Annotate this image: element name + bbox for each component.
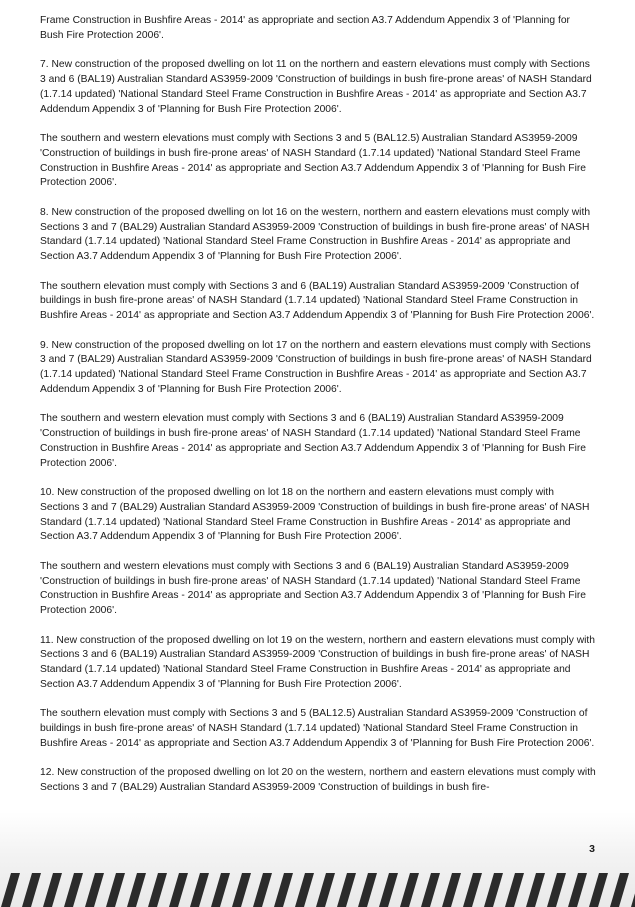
decorative-stripe-band xyxy=(0,867,635,907)
stripe-mark xyxy=(526,873,545,907)
page-footer xyxy=(0,812,635,907)
stripe-mark xyxy=(1,873,20,907)
stripe-mark xyxy=(148,873,167,907)
stripe-mark xyxy=(169,873,188,907)
stripe-mark xyxy=(610,873,629,907)
stripe-mark xyxy=(232,873,251,907)
stripe-mark xyxy=(589,873,608,907)
stripe-mark xyxy=(442,873,461,907)
stripe-mark xyxy=(106,873,125,907)
page-number: 3 xyxy=(589,843,595,855)
stripe-mark xyxy=(316,873,335,907)
stripe-mark xyxy=(505,873,524,907)
stripe-mark xyxy=(22,873,41,907)
paragraph-condition-11: 11. New construction of the proposed dwelling on lot 19 on the western, northern and eastern elevations must comply with Sections 3 and 6 (BAL19) Australian Standard AS3959-2009 'Construction of buildings in bush fire-prone areas' of NASH Standard (1.7.14 updated) 'National Standard Steel Frame Construction in Bushfire Areas - 2014' as appropriate and Section A3.7 Addendum Appendix 3 of 'Planning for Bush Fire Protection 2006'. xyxy=(40,634,596,691)
paragraph-continuation: Frame Construction in Bushfire Areas - 2014' as appropriate and section A3.7 Addendum Appendix 3 of 'Planning for Bush Fire Protection 2006'. xyxy=(40,15,570,41)
stripe-mark xyxy=(43,873,62,907)
stripe-mark xyxy=(631,873,635,907)
stripe-mark xyxy=(190,873,209,907)
stripe-mark xyxy=(463,873,482,907)
paragraph-condition-11-southern: The southern elevation must comply with Sections 3 and 5 (BAL12.5) Australian Standard AS3959-2009 'Construction of buildings in bush fire-prone areas' of NASH Standard (1.7.14 updated) 'National Standard Steel Frame Construction in Bushfire Areas - 2014' as appropriate and Section A3.7 Addendum Appendix 3 of 'Planning for Bush Fire Protection 2006'. xyxy=(40,708,595,750)
stripe-mark xyxy=(547,873,566,907)
stripe-mark xyxy=(211,873,230,907)
paragraph-condition-9-southern-western: The southern and western elevation must comply with Sections 3 and 6 (BAL19) Australian Standard AS3959-2009 'Construction of buildings in bush fire-prone areas' of NASH Standard (1.7.14 updated) 'National Standard Steel Frame Construction in Bushfire Areas - 2014' as appropriate and Section A3.7 Addendum Appendix 3 of 'Planning for Bush Fire Protection 2006'. xyxy=(40,413,587,469)
stripe-mark xyxy=(64,873,83,907)
stripe-mark xyxy=(274,873,293,907)
stripe-mark xyxy=(421,873,440,907)
paragraph-condition-12: 12. New construction of the proposed dwelling on lot 20 on the western, northern and eastern elevations must comply with Sections 3 and 7 (BAL29) Australian Standard AS3959-2009 'Construction of buildings in bush fire- xyxy=(40,767,596,794)
stripe-mark xyxy=(337,873,356,907)
stripe-mark xyxy=(295,873,314,907)
stripe-mark xyxy=(127,873,146,907)
stripe-mark xyxy=(253,873,272,907)
paragraph-condition-8-southern: The southern elevation must comply with Sections 3 and 6 (BAL19) Australian Standard AS3959-2009 'Construction of buildings in bush fire-prone areas' of NASH Standard (1.7.14 updated) 'National Standard Steel Frame Construction in Bushfire Areas - 2014' as appropriate and Section A3.7 Addendum Appendix 3 of 'Planning for Bush Fire Protection 2006'. xyxy=(40,280,595,322)
stripe-mark xyxy=(484,873,503,907)
paragraph-condition-8: 8. New construction of the proposed dwelling on lot 16 on the western, northern and eastern elevations must comply with Sections 3 and 7 (BAL29) Australian Standard AS3959-2009 'Construction of buildings in bush fire-prone areas' of NASH Standard (1.7.14 updated) 'National Standard Steel Frame Construction in Bushfire Areas - 2014' as appropriate and Section A3.7 Addendum Appendix 3 of 'Planning for Bush Fire Protection 2006'. xyxy=(40,206,591,263)
paragraph-condition-7-southern-western: The southern and western elevations must comply with Sections 3 and 5 (BAL12.5) Australian Standard AS3959-2009 'Construction of buildings in bush fire-prone areas' of NASH Standard (1.7.14 updated) 'National Standard Steel Frame Construction in Bushfire Areas - 2014' as appropriate and Section A3.7 Addendum Appendix 3 of 'Planning for Bush Fire Protection 2006'. xyxy=(40,132,587,189)
paragraph-condition-7: 7. New construction of the proposed dwelling on lot 11 on the northern and eastern elevations must comply with Sections 3 and 6 (BAL19) Australian Standard AS3959-2009 'Construction of buildings in bush fire-prone areas' of NASH Standard (1.7.14 updated) 'National Standard Steel Frame Construction in Bushfire Areas - 2014' as appropriate and Section A3.7 Addendum Appendix 3 of 'Planning for Bush Fire Protection 2006'. xyxy=(40,59,592,115)
stripe-mark xyxy=(358,873,377,907)
stripe-mark xyxy=(568,873,587,907)
paragraph-condition-10-southern-western: The southern and western elevations must comply with Sections 3 and 6 (BAL19) Australian Standard AS3959-2009 'Construction of buildings in bush fire-prone areas' of NASH Standard (1.7.14 updated) 'National Standard Steel Frame Construction in Bushfire Areas - 2014' as appropriate and Section A3.7 Addendum Appendix 3 of 'Planning for Bush Fire Protection 2006'. xyxy=(40,560,587,617)
stripe-mark xyxy=(85,873,104,907)
stripe-mark xyxy=(400,873,419,907)
stripe-mark xyxy=(379,873,398,907)
document-body xyxy=(40,14,596,811)
paragraph-condition-9: 9. New construction of the proposed dwelling on lot 17 on the northern and eastern elevations must comply with Sections 3 and 7 (BAL29) Australian Standard AS3959-2009 'Construction of buildings in bush fire-prone areas' of NASH Standard (1.7.14 updated) 'National Standard Steel Frame Construction in Bushfire Areas - 2014' as appropriate and Section A3.7 Addendum Appendix 3 of 'Planning for Bush Fire Protection 2006'. xyxy=(40,339,592,395)
paragraph-condition-10: 10. New construction of the proposed dwelling on lot 18 on the northern and eastern elevations must comply with Sections 3 and 7 (BAL29) Australian Standard AS3959-2009 'Construction of buildings in bush fire-prone areas' of NASH Standard (1.7.14 updated) 'National Standard Steel Frame Construction in Bushfire Areas - 2014' as appropriate and Section A3.7 Addendum Appendix 3 of 'Planning for Bush Fire Protection 2006'. xyxy=(40,487,590,543)
